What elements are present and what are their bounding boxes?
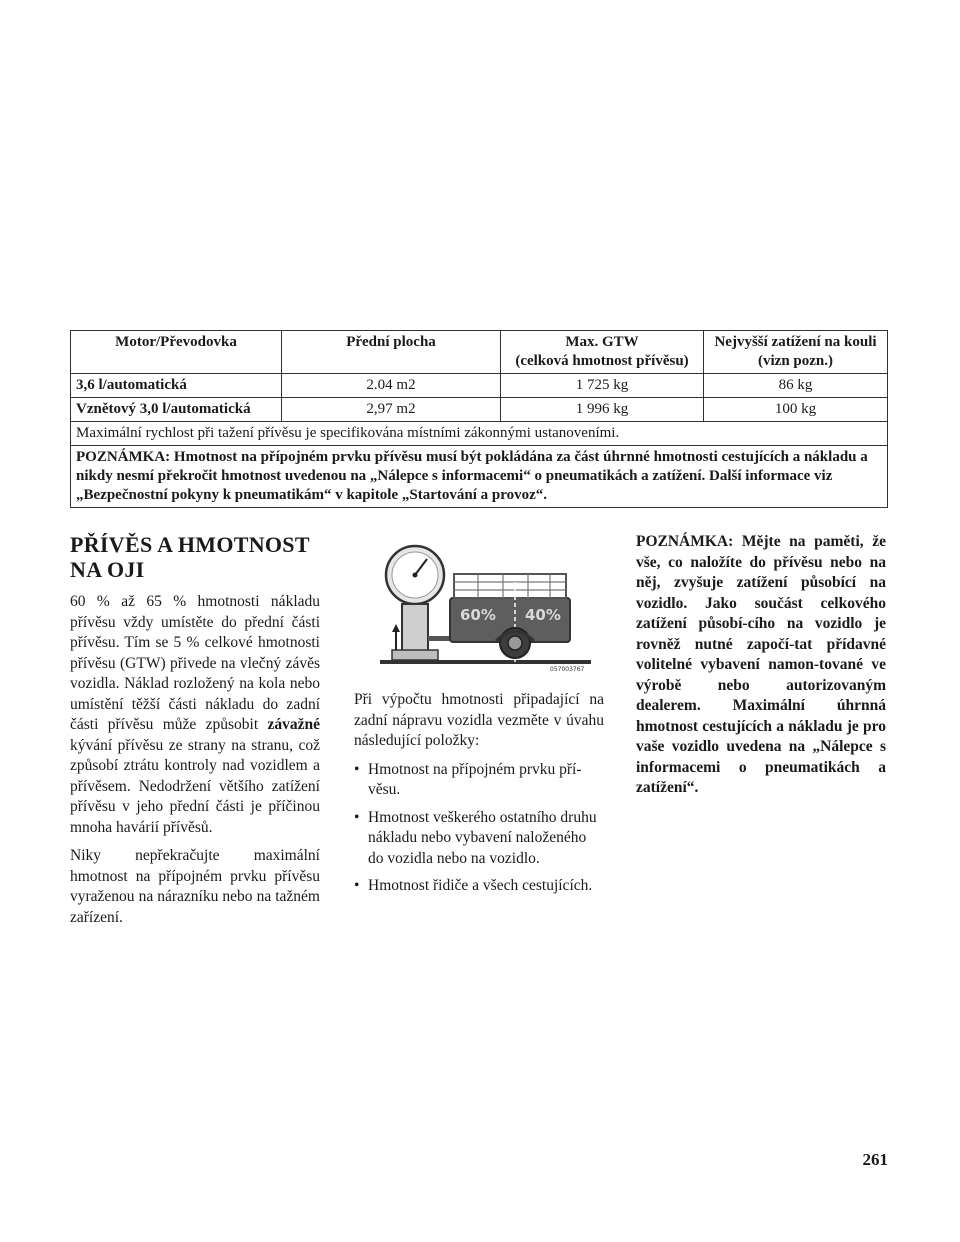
table-note: POZNÁMKA: Hmotnost na přípojném prvku přívěsu musí být pokládána za část úhrnné hmotnosti cestujících a nákladu a nikdy nesmí překročit hmotnost uvedenou na „Nálepce s informacemi“ o pneumatikách a zatížení. Další informace viz „Bezpečnostní pokyny k pneumatikám“ v kapitole „Startování a provoz“.: [71, 446, 888, 508]
cell-engine: 3,6 l/automatická: [71, 374, 282, 398]
table-row: [71, 398, 888, 422]
cell-frontal-area: 2.04 m2: [282, 374, 501, 398]
emphasis-serious: závažné: [267, 716, 320, 733]
note-paragraph: POZNÁMKA: Mějte na paměti, že vše, co naložíte do přívěsu nebo na něj, zvyšuje zatížení působící na vozidlo. Jako součást celkového zatížení působí-cího na vozidlo je rovněž nutné započí-tat přídavné volitelné vybavení namon-tované ve výrobě nebo autorizovaným dealerem. Maximální úhrnná hmotnost cestujících a nákladu je pro vaše vozidlo uvedena na „Nálepce s informacemi o pneumatikách a zatížení“.: [636, 533, 886, 796]
list-item: • Hmotnost řidiče a všech cestujících.: [354, 876, 604, 897]
header-tongue-weight-line1: Nejvyšší zatížení na kouli: [714, 334, 877, 350]
table-row-speed-note: [71, 422, 888, 446]
figure-code: 057003767: [550, 666, 585, 673]
header-frontal-area: Přední plocha: [282, 331, 501, 374]
header-engine: Motor/Převodovka: [71, 331, 282, 374]
section-title-line1: PŘÍVĚS A HMOTNOST: [70, 532, 310, 557]
header-max-gtw-line2: (celková hmotnost přívěsu): [515, 353, 689, 369]
cell-tongue-weight: 86 kg: [704, 374, 888, 398]
table-header-row: [71, 331, 888, 374]
trailer-weight-illustration: [378, 538, 593, 674]
middle-column: [354, 690, 604, 904]
cell-max-gtw: 1 996 kg: [501, 398, 704, 422]
weight-items-list: [354, 760, 604, 897]
paragraph-weight-distribution-start: 60 % až 65 % hmotnosti nákladu přívěsu vždy umístěte do přední části přívěsu. Tím se 5 % celkové hmotnosti přívěsu (GTW) přivede na vlečný závěs vozidla. Náklad rozložený na kola nebo umístění těžší části nákladu do zadní části přívěsu může způsobit: [70, 593, 320, 733]
label-40-percent: 40%: [525, 606, 561, 624]
right-column: [636, 532, 886, 799]
paragraph-weight-distribution: [70, 592, 320, 838]
paragraph-rear-axle-intro: Při výpočtu hmotnosti připadající na zadní nápravu vozidla vezměte v úvahu následující položky:: [354, 691, 604, 749]
speed-note: Maximální rychlost při tažení přívěsu je specifikována místními zákonnými ustanoveními.: [71, 422, 888, 446]
paragraph-max-tongue-weight: Niky nepřekračujte maximální hmotnost na přípojném prvku přívěsu vyraženou na nárazníku nebo na tažném zařízení.: [70, 847, 320, 926]
specification-table: [70, 330, 888, 508]
page-number: 261: [862, 1150, 888, 1169]
cell-tongue-weight: 100 kg: [704, 398, 888, 422]
table-row-note: [71, 446, 888, 508]
list-item: • Hmotnost na přípojném prvku pří-věsu.: [354, 760, 604, 801]
cell-frontal-area: 2,97 m2: [282, 398, 501, 422]
cell-max-gtw: 1 725 kg: [501, 374, 704, 398]
section-title: [70, 532, 320, 582]
header-tongue-weight: [704, 331, 888, 374]
header-tongue-weight-line2: (vizn pozn.): [758, 353, 833, 369]
left-column: [70, 532, 320, 936]
section-title-line2: NA OJI: [70, 557, 145, 582]
list-item: • Hmotnost veškerého ostatního druhu nákladu nebo vybavení naloženého do vozidla nebo na vozidlo.: [354, 808, 604, 870]
table-row: [71, 374, 888, 398]
header-max-gtw: [501, 331, 704, 374]
header-max-gtw-line1: Max. GTW: [565, 334, 639, 350]
paragraph-weight-distribution-end: kývání přívěsu ze strany na stranu, což způsobí ztrátu kontroly nad vozidlem a přívěsem. Nedodržení většího zatížení přívěsu v jeho přední části je příčinou mnoha havárií přívěsů.: [70, 736, 320, 836]
label-60-percent: 60%: [460, 606, 496, 624]
cell-engine: Vznětový 3,0 l/automatická: [71, 398, 282, 422]
